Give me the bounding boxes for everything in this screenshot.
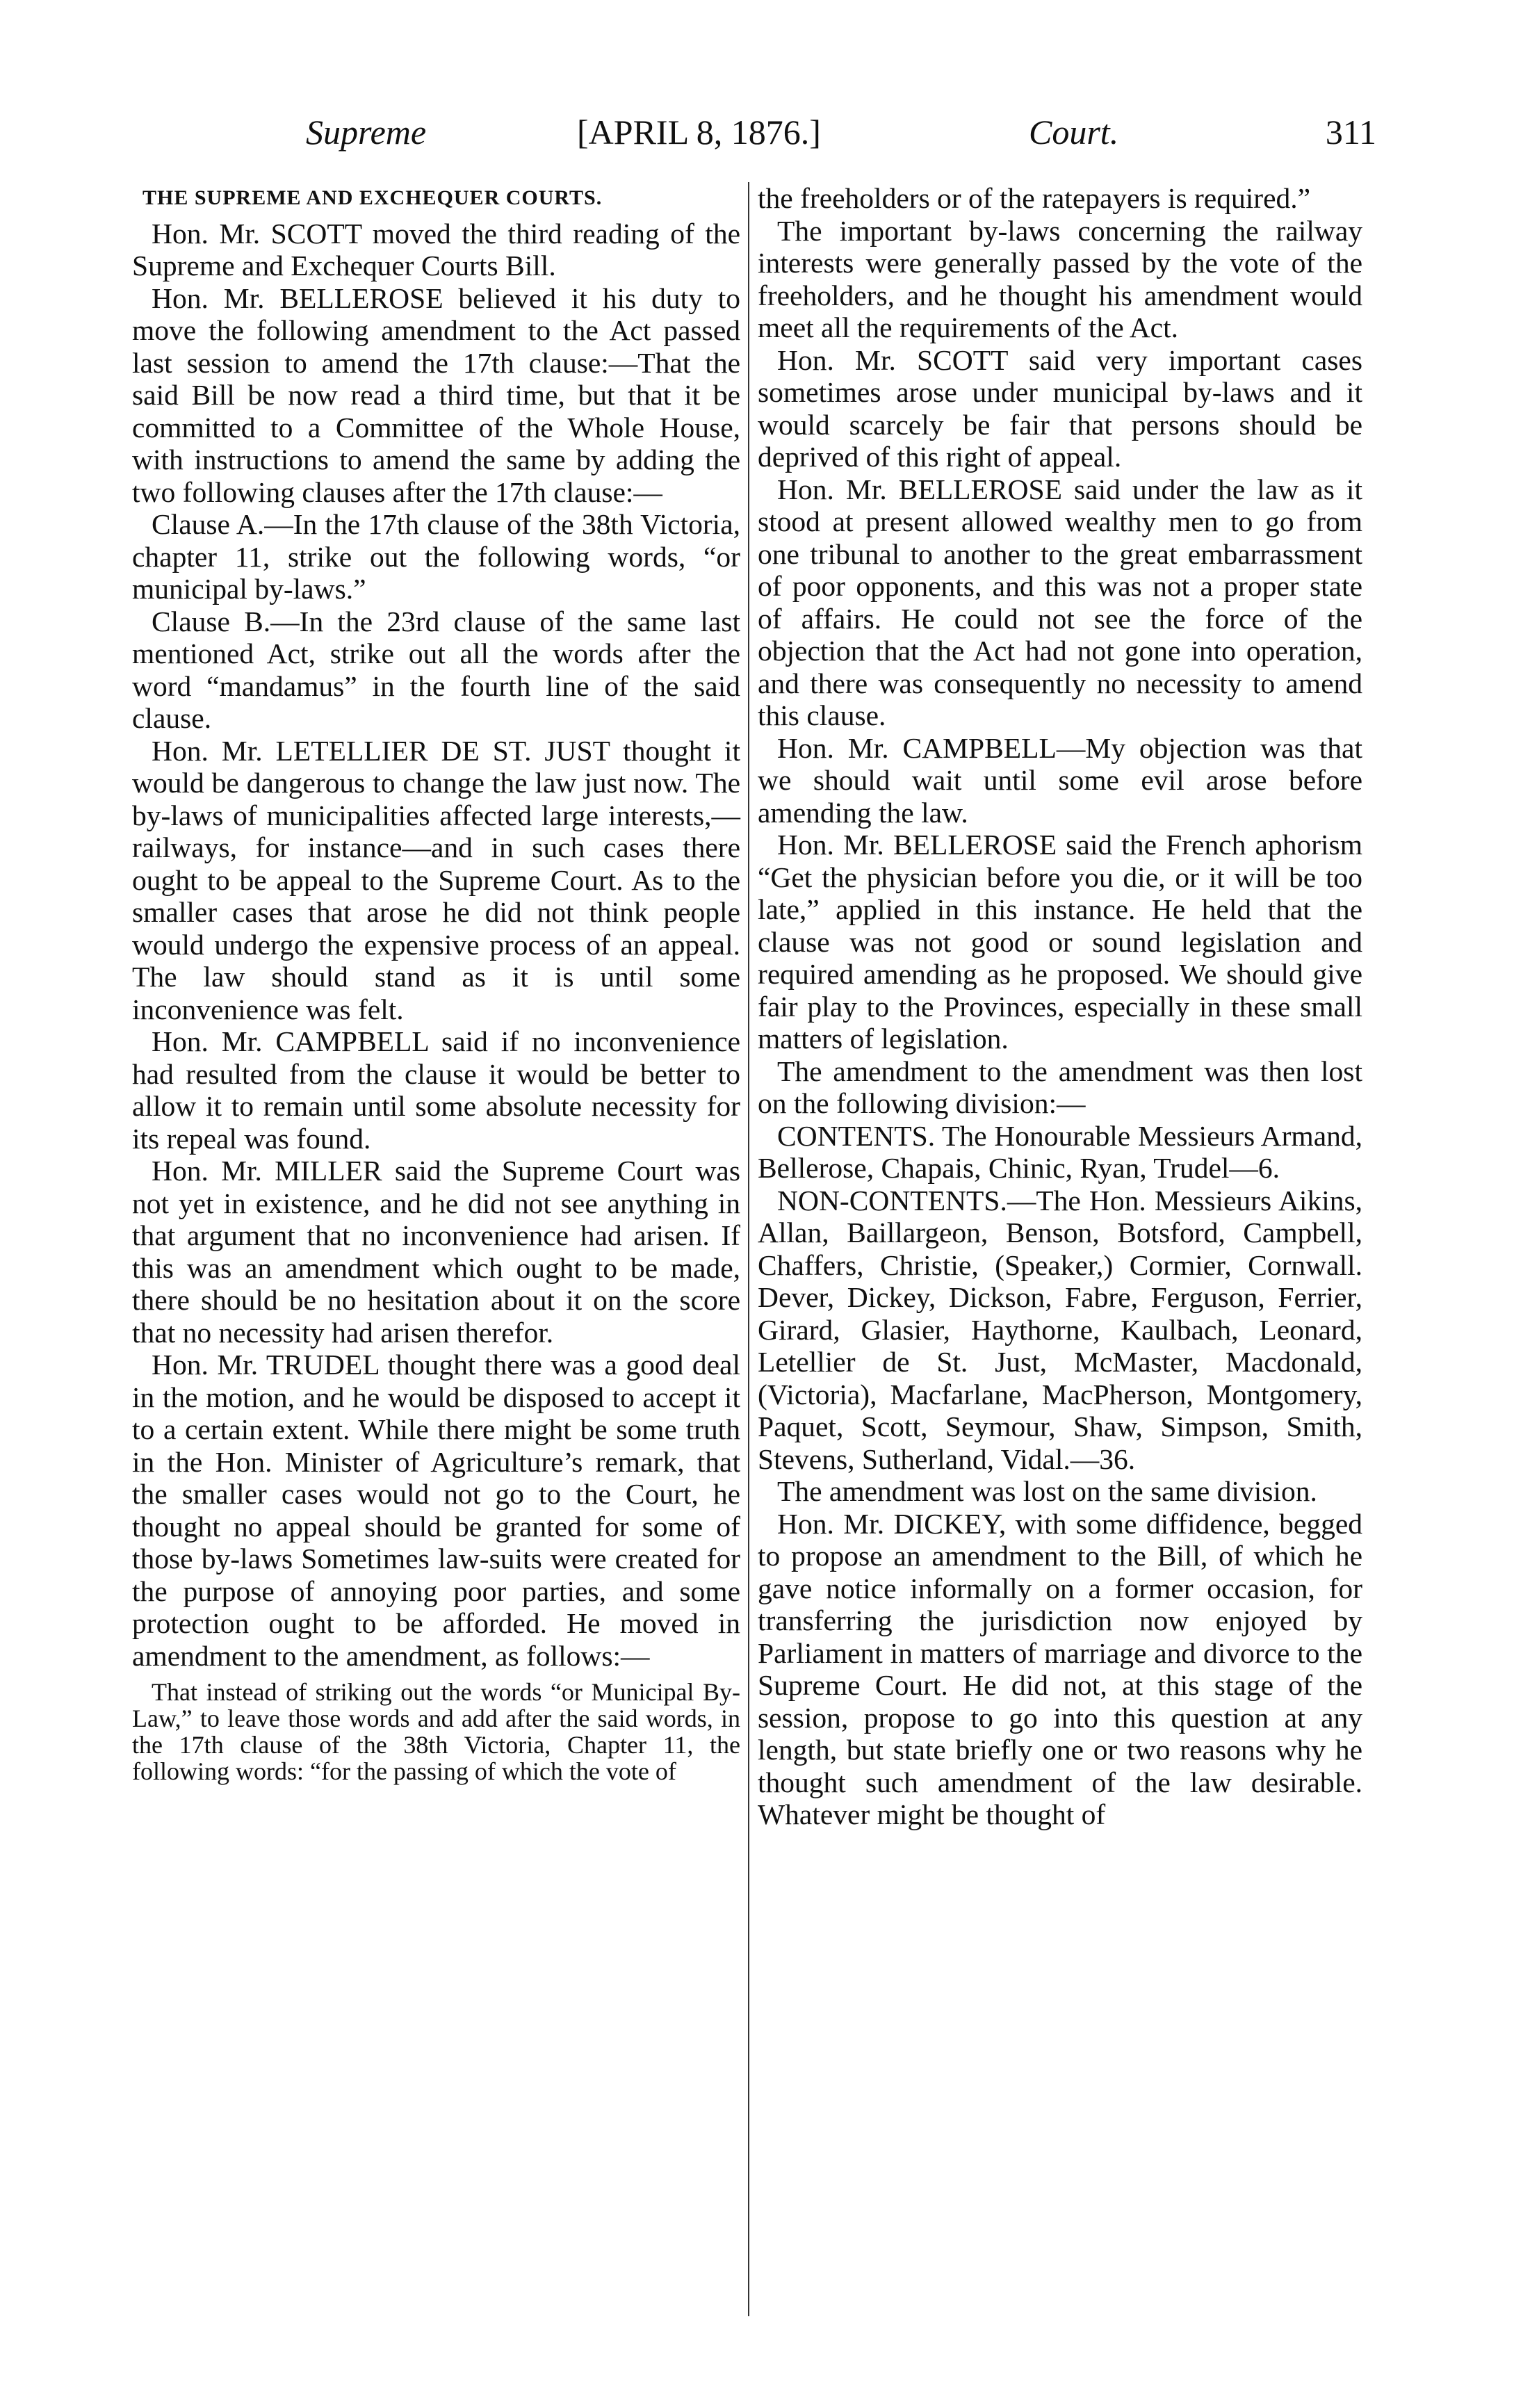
header-date: [APRIL 8, 1876.] [577, 113, 821, 152]
paragraph: Hon. Mr. CAMPBELL said if no inconvenience had resulted from the clause it would be better to allow it to remain until some absolute necessity for its repeal was found. [132, 1025, 740, 1155]
paragraph: Hon. Mr. BELLEROSE said under the law as it stood at present allowed wealthy men to go from one tribunal to another to the great embarrassment of poor opponents, and this was not a proper state of affairs. He could not see the force of the objection that the Act had not gone into operation, and there was consequently no necessity to amend this clause. [758, 473, 1362, 731]
header-right: Court. [1029, 113, 1119, 152]
paragraph: NON-CONTENTS.—The Hon. Messieurs Aikins, Allan, Baillargeon, Benson, Botsford, Campbell, Chaffers, Christie, (Speaker,) Cormier, Cornwall. Dever, Dickey, Dickson, Fabre, Ferguson, Ferrier, Girard, Glasier, Haythorne, Kaulbach, Leonard, Letellier de St. Just, McMaster, Macdonald, (Victoria), Macfarlane, MacPherson, Montgomery, Paquet, Scott, Seymour, Shaw, Simpson, Smith, Stevens, Sutherland, Vidal.—36. [758, 1184, 1362, 1475]
left-column [132, 182, 740, 1784]
running-header [299, 104, 1376, 160]
paragraph: The important by-laws concerning the railway interests were generally passed by the vote of the freeholders, and he thought his amendment would meet all the requirements of the Act. [758, 214, 1362, 343]
paragraph: Clause A.—In the 17th clause of the 38th Victoria, chapter 11, strike out the following words, “or municipal by-laws.” [132, 508, 740, 605]
column-divider [748, 182, 749, 2316]
right-column [758, 182, 1362, 1831]
paragraph: Hon. Mr. SCOTT said very important cases sometimes arose under municipal by-laws and it would scarcely be fair that persons should be deprived of this right of appeal. [758, 343, 1362, 473]
header-left: Supreme [306, 113, 427, 152]
paragraph: Hon. Mr. DICKEY, with some diffidence, begged to propose an amendment to the Bill, of which he gave notice informally on a former occasion, for transferring the jurisdiction now enjoyed by Parliament in matters of marriage and divorce to the Supreme Court. He did not, at this stage of the session, propose to go into this question at any length, but state briefly one or two reasons why he thought such amendment of the law desirable. Whatever might be thought of [758, 1507, 1362, 1830]
paragraph-continued: the freeholders or of the ratepayers is required.” [758, 182, 1311, 214]
paragraph: Hon. Mr. TRUDEL thought there was a good deal in the motion, and he would be disposed to accept it to a certain extent. While there might be some truth in the Hon. Minister of Agriculture’s remark, that the smaller cases would not go to the Court, he thought no appeal should be granted for some of those by-laws Sometimes law-suits were created for the purpose of annoying poor parties, and some protection ought to be afforded. He moved in amendment to the amendment, as follows:— [132, 1349, 740, 1672]
paragraph: Clause B.—In the 23rd clause of the same last mentioned Act, strike out all the words after the word “mandamus” in the fourth line of the said clause. [132, 605, 740, 734]
paragraph: Hon. Mr. BELLEROSE believed it his duty to move the following amendment to the Act passed last session to amend the 17th clause:—That the said Bill be now read a third time, but that it be committed to a Committee of the Whole House, with instructions to amend the same by adding the two following clauses after the 17th clause:— [132, 282, 740, 508]
paragraph: Hon. Mr. SCOTT moved the third reading of the Supreme and Exchequer Courts Bill. [132, 217, 740, 282]
paragraph: The amendment was lost on the same division. [777, 1475, 1317, 1507]
section-title: THE SUPREME AND EXCHEQUER COURTS. [143, 186, 603, 209]
paragraph: CONTENTS. The Honourable Messieurs Armand, Bellerose, Chapais, Chinic, Ryan, Trudel—6. [758, 1119, 1362, 1184]
paragraph: The amendment to the amendment was then lost on the following division:— [758, 1055, 1362, 1119]
quoted-amendment: That instead of striking out the words “or Municipal By-Law,” to leave those words and add after the said words, in the 17th clause of the 38th Victoria, Chapter 11, the following words: “for the passing of which the vote of [132, 1678, 740, 1785]
paragraph: Hon. Mr. CAMPBELL—My objection was that we should wait until some evil arose before amending the law. [758, 731, 1362, 829]
page-number: 311 [1325, 113, 1376, 152]
paragraph: Hon. Mr. BELLEROSE said the French aphorism “Get the physician before you die, or it will be too late,” applied in this instance. He held that the clause was not good or sound legislation and required amending as he proposed. We should give fair play to the Provinces, especially in these small matters of legislation. [758, 829, 1362, 1055]
paragraph: Hon. Mr. LETELLIER DE ST. JUST thought it would be dangerous to change the law just now. The by-laws of municipalities affected large interests,—railways, for instance—and in such cases there ought to be appeal to the Supreme Court. As to the smaller cases that arose he did not think people would undergo the expensive process of an appeal. The law should stand as it is until some inconvenience was felt. [132, 734, 740, 1025]
paragraph: Hon. Mr. MILLER said the Supreme Court was not yet in existence, and he did not see anything in that argument that no inconvenience had arisen. If this was an amendment which ought to be made, there should be no hesitation about it on the score that no necessity had arisen therefor. [132, 1155, 740, 1349]
